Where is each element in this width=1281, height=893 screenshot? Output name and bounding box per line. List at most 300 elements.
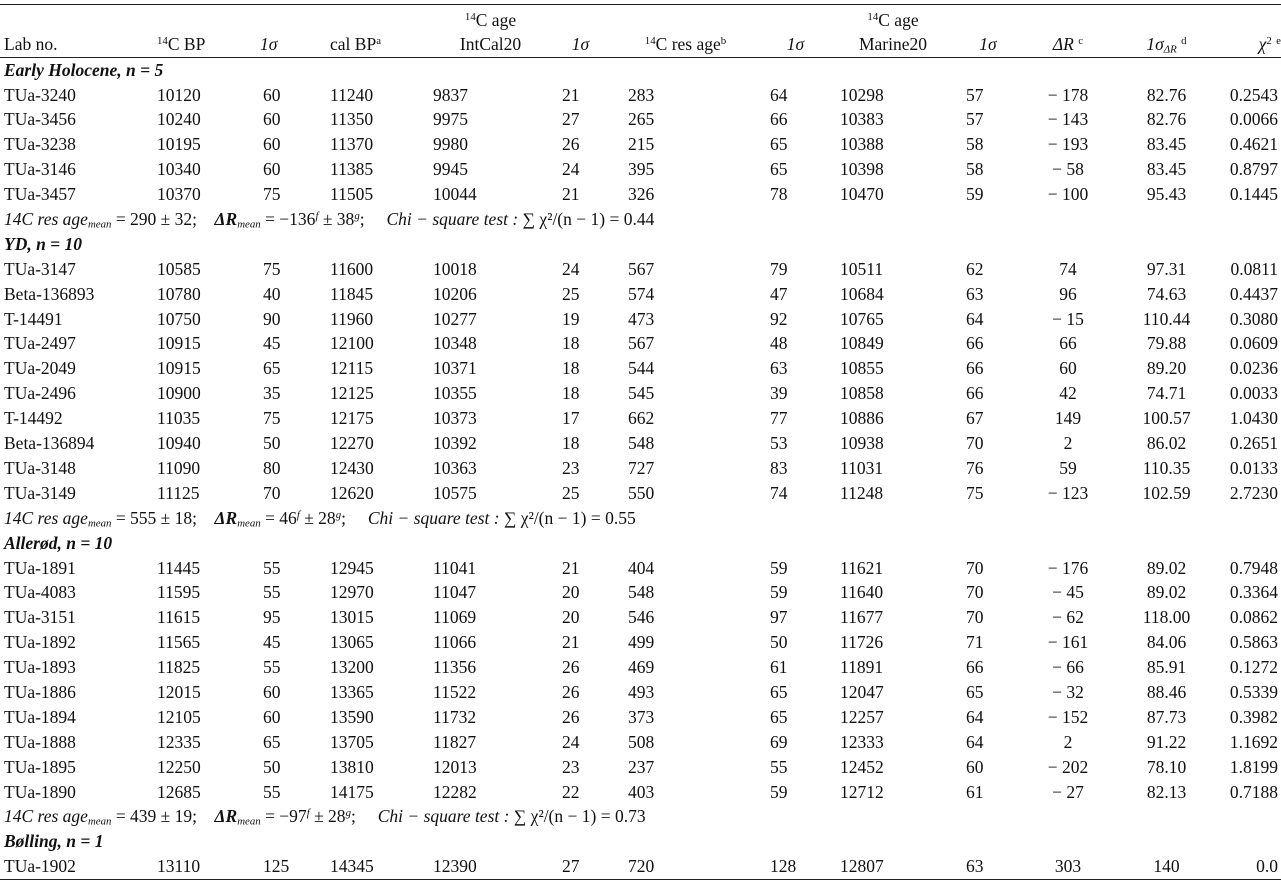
summary-dr-value: = 46	[265, 507, 297, 528]
cell-intcal20: 10206	[433, 283, 477, 304]
cell-marine20: 10886	[840, 408, 884, 429]
cell-delta-r: − 202	[1047, 756, 1089, 777]
table-row	[0, 680, 1281, 705]
cell-marine20: 12047	[840, 681, 884, 702]
header-c14-age-marine-top: $^{14}$C age	[867, 9, 919, 30]
header-c14-res-age: $^{14}$C res age$^b$	[613, 29, 758, 58]
cell-sigma-3: 47	[770, 283, 788, 304]
cell-sigma-3: 66	[770, 109, 788, 130]
header-intcal20: IntCal20	[433, 29, 548, 58]
summary-resage-sub: mean	[87, 816, 112, 829]
cell-sigma-3: 39	[770, 383, 788, 404]
cell-delta-r: − 27	[1052, 781, 1084, 802]
table-row	[0, 855, 1281, 880]
header-cal-bp: cal $BP^a$	[330, 29, 433, 58]
cell-sigma-3: 79	[770, 258, 788, 279]
table-row	[0, 730, 1281, 755]
cell-cal-bp: 14345	[330, 855, 433, 880]
cell-lab-no: Beta-136894	[4, 433, 95, 454]
cell-sigma-2: 27	[548, 855, 613, 880]
cell-c14-bp: 11615	[157, 607, 201, 628]
cell-sigma-delta-r: 87.73	[1146, 706, 1187, 727]
cell-delta-r: 66	[1059, 333, 1077, 354]
cell-delta-r: − 45	[1052, 582, 1084, 603]
cell-delta-r: − 100	[1047, 184, 1089, 205]
cell-sigma-2: 23	[562, 457, 580, 478]
header-sigma-1: 1σ	[260, 29, 330, 58]
cell-marine20: 11640	[840, 582, 884, 603]
cell-marine20: 10849	[840, 333, 884, 354]
cell-sigma-4: 76	[966, 457, 984, 478]
cell-delta-r: 303	[1023, 855, 1113, 880]
cell-intcal20: 11069	[433, 607, 477, 628]
cell-delta-r: − 143	[1047, 109, 1089, 130]
cell-chi-square: 0.2543	[1229, 84, 1278, 105]
summary-dr-error: ± 28	[304, 507, 336, 528]
table-row	[0, 406, 1281, 431]
cell-sigma-delta-r: 97.31	[1146, 258, 1187, 279]
cell-sigma-2: 27	[562, 109, 580, 130]
table-row	[0, 556, 1281, 581]
cell-cal-bp: 11350	[330, 109, 374, 130]
cell-sigma-3: 65	[770, 706, 788, 727]
cell-marine20: 10383	[840, 109, 884, 130]
cell-marine20: 10684	[840, 283, 884, 304]
cell-sigma-1: 60	[263, 159, 281, 180]
summary-chi-label: Chi − square test :	[367, 507, 500, 528]
cell-sigma-2: 24	[562, 731, 580, 752]
cell-delta-r: − 15	[1052, 308, 1084, 329]
cell-sigma-4: 61	[966, 781, 984, 802]
cell-sigma-delta-r: 89.20	[1146, 358, 1187, 379]
summary-resage-sub: mean	[87, 218, 112, 231]
summary-dr-label: ΔR	[214, 806, 238, 827]
cell-intcal20: 11066	[433, 632, 477, 653]
cell-lab-no: TUa-1894	[4, 706, 76, 727]
cell-c14-bp: 12105	[157, 706, 201, 727]
cell-cal-bp: 12115	[330, 358, 374, 379]
cell-sigma-3: 61	[770, 657, 788, 678]
cell-sigma-delta-r: 88.46	[1146, 681, 1187, 702]
cell-delta-r: 42	[1059, 383, 1077, 404]
cell-sigma-1: 75	[263, 408, 281, 429]
cell-sigma-delta-r: 102.59	[1142, 482, 1191, 503]
cell-sigma-3: 59	[770, 781, 788, 802]
summary-dr-f: f	[306, 807, 310, 820]
cell-sigma-2: 26	[562, 134, 580, 155]
cell-chi-square: 0.5339	[1229, 681, 1278, 702]
cell-sigma-4: 75	[966, 482, 984, 503]
cell-sigma-4: 58	[966, 134, 984, 155]
cell-delta-r: − 178	[1047, 84, 1089, 105]
cell-sigma-4: 66	[966, 333, 984, 354]
cell-marine20: 10388	[840, 134, 884, 155]
cell-marine20: 11677	[840, 607, 884, 628]
cell-chi-square: 0.1445	[1229, 184, 1278, 205]
cell-intcal20: 10575	[433, 482, 477, 503]
cell-sigma-4: 57	[966, 84, 984, 105]
cell-sigma-1: 65	[263, 731, 281, 752]
summary-dr-g: g	[345, 807, 351, 820]
cell-chi-square: 0.4621	[1229, 134, 1278, 155]
cell-c14-res-age: 473	[628, 308, 655, 329]
cell-intcal20: 12390	[433, 855, 548, 880]
cell-sigma-4: 60	[966, 756, 984, 777]
cell-sigma-delta-r: 79.88	[1146, 333, 1187, 354]
cell-marine20: 12333	[840, 731, 884, 752]
cell-sigma-4: 71	[966, 632, 984, 653]
cell-chi-square: 0.0862	[1229, 607, 1278, 628]
cell-lab-no: TUa-1893	[4, 657, 76, 678]
cell-c14-bp: 10370	[157, 184, 201, 205]
cell-intcal20: 11827	[433, 731, 477, 752]
cell-c14-res-age: 720	[613, 855, 758, 880]
cell-sigma-2: 25	[562, 482, 580, 503]
table-row	[0, 307, 1281, 332]
header-sigma-3: 1σ	[758, 29, 833, 58]
cell-c14-res-age: 283	[628, 84, 655, 105]
cell-chi-square: 0.0033	[1229, 383, 1278, 404]
header-marine20: Marine20	[833, 29, 953, 58]
cell-sigma-4: 66	[966, 657, 984, 678]
cell-c14-res-age: 662	[628, 408, 655, 429]
cell-sigma-3: 53	[770, 433, 788, 454]
cell-c14-res-age: 548	[628, 433, 655, 454]
summary-line: 14C res age$_{mean}$ = 439 ± 19; $\Delta R_{mean} = -97^f \pm 28^g$; Chi − square test : ∑ χ²/(n − 1) = 0.73	[4, 806, 646, 829]
cell-c14-res-age: 237	[628, 756, 655, 777]
cell-c14-bp: 12250	[157, 756, 201, 777]
cell-sigma-2: 23	[562, 756, 580, 777]
cell-cal-bp: 11385	[330, 159, 374, 180]
cell-sigma-delta-r: 91.22	[1146, 731, 1187, 752]
cell-c14-res-age: 550	[628, 482, 655, 503]
cell-intcal20: 9980	[433, 134, 468, 155]
cell-sigma-4: 64	[966, 308, 984, 329]
cell-c14-bp: 12015	[157, 681, 201, 702]
summary-dr-sub: mean	[237, 218, 261, 231]
cell-sigma-4: 64	[966, 706, 984, 727]
table-row	[0, 83, 1281, 108]
cell-intcal20: 10363	[433, 457, 477, 478]
cell-c14-bp: 10120	[157, 84, 201, 105]
table-row	[0, 357, 1281, 382]
cell-cal-bp: 11600	[330, 258, 374, 279]
cell-intcal20: 9945	[433, 159, 468, 180]
cell-c14-res-age: 567	[628, 258, 655, 279]
cell-c14-bp: 13110	[157, 855, 260, 880]
cell-c14-res-age: 395	[628, 159, 655, 180]
cell-c14-bp: 11565	[157, 632, 201, 653]
header-sigma-2: 1σ	[548, 29, 613, 58]
cell-sigma-2: 25	[562, 283, 580, 304]
cell-lab-no: TUa-3238	[4, 134, 76, 155]
cell-c14-res-age: 265	[628, 109, 655, 130]
cell-chi-square: 0.3982	[1229, 706, 1278, 727]
summary-resage-value: = 555 ± 18;	[115, 507, 198, 528]
summary-row	[0, 506, 1281, 531]
cell-c14-res-age: 548	[628, 582, 655, 603]
cell-intcal20: 11732	[433, 706, 477, 727]
cell-cal-bp: 11845	[330, 283, 374, 304]
table-row	[0, 581, 1281, 606]
cell-sigma-2: 22	[562, 781, 580, 802]
cell-delta-r: 60	[1059, 358, 1077, 379]
cell-c14-res-age: 493	[628, 681, 655, 702]
table-row	[0, 655, 1281, 680]
cell-intcal20: 10277	[433, 308, 477, 329]
cell-lab-no: T-14492	[4, 408, 63, 429]
cell-sigma-2: 24	[562, 159, 580, 180]
cell-sigma-1: 55	[263, 582, 281, 603]
cell-sigma-3: 83	[770, 457, 788, 478]
summary-dr-value: = −136	[265, 209, 316, 230]
section-title: Allerød, n = 10	[4, 532, 113, 553]
cell-sigma-1: 40	[263, 283, 281, 304]
cell-delta-r: − 123	[1047, 482, 1089, 503]
cell-sigma-4: 65	[966, 681, 984, 702]
table-row	[0, 133, 1281, 158]
cell-sigma-4: 57	[966, 109, 984, 130]
section-title-row	[0, 232, 1281, 257]
cell-sigma-1: 75	[263, 258, 281, 279]
cell-sigma-1: 45	[263, 333, 281, 354]
cell-c14-res-age: 373	[628, 706, 655, 727]
cell-chi-square: 0.0609	[1229, 333, 1278, 354]
cell-sigma-delta-r: 74.63	[1146, 283, 1187, 304]
cell-cal-bp: 14175	[330, 781, 374, 802]
cell-marine20: 10511	[840, 258, 884, 279]
cell-lab-no: TUa-3147	[4, 258, 76, 279]
cell-sigma-1: 60	[263, 134, 281, 155]
cell-chi-square: 0.3080	[1229, 308, 1278, 329]
cell-sigma-3: 48	[770, 333, 788, 354]
cell-intcal20: 10044	[433, 184, 477, 205]
cell-c14-bp: 11125	[157, 482, 200, 503]
cell-marine20: 11031	[840, 457, 884, 478]
cell-cal-bp: 13705	[330, 731, 374, 752]
cell-sigma-3: 59	[770, 582, 788, 603]
summary-dr-g: g	[354, 210, 360, 223]
table-row	[0, 755, 1281, 780]
cell-c14-res-age: 403	[628, 781, 655, 802]
table-row	[0, 705, 1281, 730]
cell-delta-r: − 66	[1052, 657, 1084, 678]
cell-sigma-3: 65	[770, 681, 788, 702]
cell-c14-bp: 10750	[157, 308, 201, 329]
cell-sigma-delta-r: 100.57	[1142, 408, 1191, 429]
cell-cal-bp: 13200	[330, 657, 374, 678]
cell-chi-square: 1.1692	[1229, 731, 1278, 752]
cell-sigma-delta-r: 86.02	[1146, 433, 1187, 454]
header-c14-age-intcal-top: $^{14}$C age	[464, 9, 517, 30]
cell-intcal20: 10355	[433, 383, 477, 404]
table-row	[0, 158, 1281, 183]
cell-lab-no: TUa-3149	[4, 482, 76, 503]
cell-sigma-1: 50	[263, 756, 281, 777]
cell-sigma-2: 21	[562, 557, 580, 578]
summary-dr-label: ΔR	[214, 507, 238, 528]
cell-delta-r: − 161	[1047, 632, 1089, 653]
cell-lab-no: TUa-1895	[4, 756, 76, 777]
cell-c14-bp: 10240	[157, 109, 201, 130]
cell-marine20: 10938	[840, 433, 884, 454]
cell-c14-res-age: 727	[628, 457, 655, 478]
cell-cal-bp: 12620	[330, 482, 374, 503]
cell-chi-square: 0.5863	[1229, 632, 1278, 653]
cell-sigma-2: 26	[562, 706, 580, 727]
cell-lab-no: T-14491	[4, 308, 63, 329]
summary-chi-expr: ∑ χ²/(n − 1) = 0.73	[513, 806, 646, 827]
cell-c14-res-age: 508	[628, 731, 655, 752]
cell-lab-no: Beta-136893	[4, 283, 95, 304]
cell-sigma-3: 97	[770, 607, 788, 628]
cell-sigma-3: 64	[770, 84, 788, 105]
cell-delta-r: − 176	[1047, 557, 1089, 578]
cell-sigma-1: 45	[263, 632, 281, 653]
cell-lab-no: TUa-4083	[4, 582, 76, 603]
section-title: YD, n = 10	[4, 233, 83, 254]
cell-sigma-1: 75	[263, 184, 281, 205]
cell-lab-no: TUa-3457	[4, 184, 76, 205]
summary-dr-error: ± 38	[322, 209, 355, 230]
cell-sigma-delta-r: 118.00	[1142, 607, 1191, 628]
header-delta-r: ΔR $^c$	[1023, 29, 1113, 58]
cell-c14-res-age: 574	[628, 283, 655, 304]
table-row	[0, 630, 1281, 655]
table-row	[0, 780, 1281, 805]
cell-sigma-4: 66	[966, 383, 984, 404]
cell-delta-r: 59	[1059, 457, 1077, 478]
cell-delta-r: 74	[1059, 258, 1077, 279]
cell-cal-bp: 12270	[330, 433, 374, 454]
cell-sigma-delta-r: 82.13	[1146, 781, 1187, 802]
cell-sigma-3: 74	[770, 482, 788, 503]
cell-sigma-4: 67	[966, 408, 984, 429]
cell-chi-square: 0.1272	[1229, 657, 1278, 678]
summary-chi-expr: ∑ χ²/(n − 1) = 0.55	[503, 507, 636, 528]
cell-sigma-3: 78	[770, 184, 788, 205]
cell-sigma-delta-r: 95.43	[1146, 184, 1187, 205]
cell-c14-bp: 10940	[157, 433, 201, 454]
cell-marine20: 10765	[840, 308, 884, 329]
cell-chi-square: 0.0236	[1229, 358, 1278, 379]
cell-marine20: 10858	[840, 383, 884, 404]
summary-line: 14C res age$_{mean}$ = 555 ± 18; $\Delta R_{mean} = 46^f \pm 28^g$; Chi − square test : ∑ χ²/(n − 1) = 0.55	[4, 507, 636, 530]
cell-intcal20: 11047	[433, 582, 477, 603]
cell-lab-no: TUa-1890	[4, 781, 76, 802]
cell-sigma-4: 66	[966, 358, 984, 379]
cell-c14-bp: 11445	[157, 557, 201, 578]
cell-sigma-3: 59	[770, 557, 788, 578]
cell-chi-square: 0.4437	[1229, 283, 1278, 304]
cell-lab-no: TUa-3151	[4, 607, 76, 628]
table-row	[0, 481, 1281, 506]
cell-chi-square: 0.0	[1220, 855, 1281, 880]
cell-sigma-delta-r: 85.91	[1146, 657, 1187, 678]
cell-lab-no: TUa-3146	[4, 159, 76, 180]
cell-sigma-3: 77	[770, 408, 788, 429]
cell-sigma-delta-r: 82.76	[1146, 109, 1187, 130]
cell-sigma-3: 92	[770, 308, 788, 329]
cell-cal-bp: 12430	[330, 457, 374, 478]
summary-dr-f: f	[315, 210, 319, 223]
cell-sigma-1: 90	[263, 308, 281, 329]
cell-marine20: 11891	[840, 657, 884, 678]
cell-sigma-4: 70	[966, 607, 984, 628]
header-c14-bp: $^{14}$C BP	[157, 29, 260, 58]
cell-sigma-delta-r: 83.45	[1146, 159, 1187, 180]
cell-sigma-delta-r: 140	[1113, 855, 1220, 880]
summary-dr-g: g	[335, 508, 342, 521]
cell-lab-no: TUa-1888	[4, 731, 76, 752]
table-header	[0, 5, 1281, 58]
cell-sigma-2: 20	[562, 582, 580, 603]
cell-sigma-4: 70	[966, 582, 984, 603]
cell-intcal20: 10018	[433, 258, 477, 279]
summary-resage-sub: mean	[87, 517, 112, 530]
summary-dr-sub: mean	[237, 517, 261, 530]
cell-cal-bp: 11370	[330, 134, 374, 155]
header-sigma-4: 1σ	[953, 29, 1023, 58]
cell-cal-bp: 13590	[330, 706, 374, 727]
cell-sigma-2: 24	[562, 258, 580, 279]
section-title: Early Holocene, n = 5	[4, 59, 164, 80]
cell-sigma-1: 80	[263, 457, 281, 478]
cell-marine20: 10470	[840, 184, 884, 205]
cell-sigma-2: 21	[562, 184, 580, 205]
table-row	[0, 456, 1281, 481]
cell-sigma-1: 60	[263, 84, 281, 105]
cell-sigma-4: 63	[953, 855, 1023, 880]
cell-sigma-1: 55	[263, 557, 281, 578]
table-row	[0, 182, 1281, 207]
radiocarbon-table	[0, 4, 1281, 880]
cell-marine20: 10298	[840, 84, 884, 105]
summary-chi-label: Chi − square test :	[377, 806, 510, 827]
summary-dr-error: ± 28	[314, 806, 346, 827]
cell-marine20: 12452	[840, 756, 884, 777]
cell-cal-bp: 13015	[330, 607, 374, 628]
cell-intcal20: 11356	[433, 657, 477, 678]
cell-lab-no: TUa-1886	[4, 681, 76, 702]
cell-chi-square: 0.0066	[1229, 109, 1278, 130]
cell-lab-no: TUa-1892	[4, 632, 76, 653]
summary-dr-sub: mean	[237, 816, 261, 829]
section-title-row	[0, 830, 1281, 855]
cell-sigma-2: 17	[562, 408, 580, 429]
cell-lab-no: TUa-3240	[4, 84, 76, 105]
cell-sigma-1: 95	[263, 607, 281, 628]
cell-c14-bp: 10340	[157, 159, 201, 180]
summary-resage-label: 14C res age	[4, 209, 88, 230]
cell-intcal20: 10348	[433, 333, 477, 354]
cell-sigma-1: 35	[263, 383, 281, 404]
cell-intcal20: 9975	[433, 109, 468, 130]
cell-intcal20: 11522	[433, 681, 477, 702]
cell-sigma-2: 21	[562, 84, 580, 105]
cell-marine20: 11248	[840, 482, 884, 503]
cell-lab-no: TUa-1902	[0, 855, 157, 880]
summary-resage-label: 14C res age	[4, 806, 88, 827]
cell-lab-no: TUa-3148	[4, 457, 76, 478]
cell-delta-r: − 32	[1052, 681, 1084, 702]
cell-c14-res-age: 546	[628, 607, 655, 628]
table-row	[0, 382, 1281, 407]
section-title: Bølling, n = 1	[4, 831, 104, 852]
cell-sigma-1: 60	[263, 109, 281, 130]
cell-sigma-delta-r: 82.76	[1146, 84, 1187, 105]
cell-sigma-4: 63	[966, 283, 984, 304]
